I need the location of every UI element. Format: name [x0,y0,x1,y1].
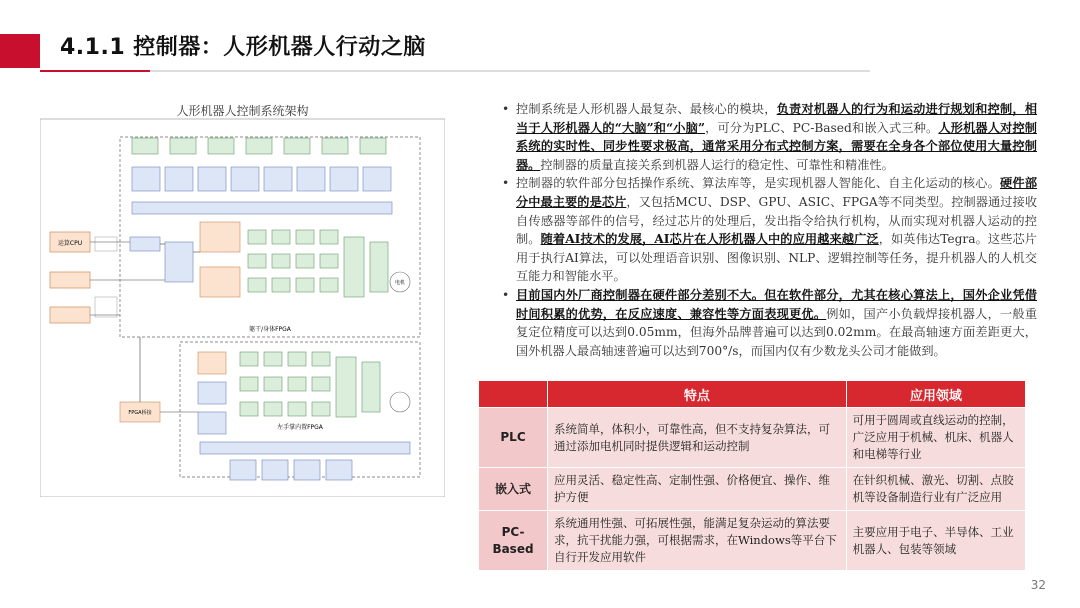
table-row [479,468,1026,511]
title-divider [40,70,870,72]
diagram-canvas [40,102,445,497]
table-header-feature: 特点 [548,381,847,408]
row-name: PC-Based [479,511,548,571]
table-header-corner [479,381,548,408]
svg-text:左手掌内置FPGA: 左手掌内置FPGA [277,424,323,431]
page-title: 4.1.1 控制器：人形机器人行动之脑 [60,35,426,60]
controller-comparison-table [478,380,1026,571]
table-row [479,511,1026,571]
diagram-title: 人形机器人控制系统架构 [176,104,309,118]
bullet-item: • 控制器的软件部分包括操作系统、算法库等，是实现机器人智能化、自主化运动的核心。硬件部分中最主要的是芯片，又包括MCU、DSP、GPU、ASIC、FPGA等不同类型。控制器通过接收自传感器等部件的信号，经过芯片的处理后，发出指令给执行机构，从而实现对机器人运动的控制。随着AI技术的发展，AI芯片在人形机器人中的应用越来越广泛，如英伟达Tegra。这些芯片用于执行AI算法，可以处理语音识别、图像识别、NLP、逻辑控制等任务，提升机器人的人机交互能力和智能水平。 [502,174,1037,286]
row-name: PLC [479,408,548,468]
row-application: 在针织机械、激光、切割、点胶机等设备制造行业有广泛应用 [846,468,1025,511]
title-accent-bar [0,34,40,68]
control-architecture-diagram [40,102,445,497]
row-feature: 系统通用性强、可拓展性强，能满足复杂运动的算法要求，抗干扰能力强，可根据需求，在Windows等平台下自行开发应用软件 [548,511,847,571]
bullet-item: • 控制系统是人形机器人最复杂、最核心的模块，负责对机器人的行为和运动进行规划和控制，相当于人形机器人的“大脑”和“小脑”，可分为PLC、PC-Based和嵌入式三种。人形机器人对控制系统的实时性、同步性要求极高，通常采用分布式控制方案，需要在全身各个部位使用大量控制器。控制器的质量直接关系到机器人运行的稳定性、可靠性和精准性。 [502,100,1037,174]
row-application: 可用于圆周或直线运动的控制，广泛应用于机械、机床、机器人和电梯等行业 [846,408,1025,468]
bullet-item: • 目前国内外厂商控制器在硬件部分差别不大。但在软件部分，尤其在核心算法上，国外企业凭借时间积累的优势，在反应速度、兼容性等方面表现更优。例如，国产小负载焊接机器人，一般重复定位精度可以达到0.05mm，但海外品牌普遍可以达到0.02mm。在最高轴速方面差距更大，国外机器人最高轴速普遍可以达到700°/s，而国内仅有少数龙头公司才能做到。 [502,286,1037,360]
table-header-application: 应用领域 [846,381,1025,408]
description-bullets [502,100,1037,360]
row-feature: 应用灵活、稳定性高、定制性强、价格便宜、操作、维护方便 [548,468,847,511]
row-application: 主要应用于电子、半导体、工业机器人、包装等领域 [846,511,1025,571]
svg-text:FPGA桥接: FPGA桥接 [128,410,152,416]
table-header-row [479,381,1026,408]
page-number: 32 [1030,578,1046,592]
svg-text:躯干/身体FPGA: 躯干/身体FPGA [249,326,291,333]
table-row [479,408,1026,468]
row-name: 嵌入式 [479,468,548,511]
row-feature: 系统简单，体积小，可靠性高，但不支持复杂算法，可通过添加电机同时提供逻辑和运动控制 [548,408,847,468]
svg-text:电机: 电机 [394,280,406,286]
svg-text:运算CPU: 运算CPU [57,240,83,247]
title-divider-accent [40,70,150,72]
